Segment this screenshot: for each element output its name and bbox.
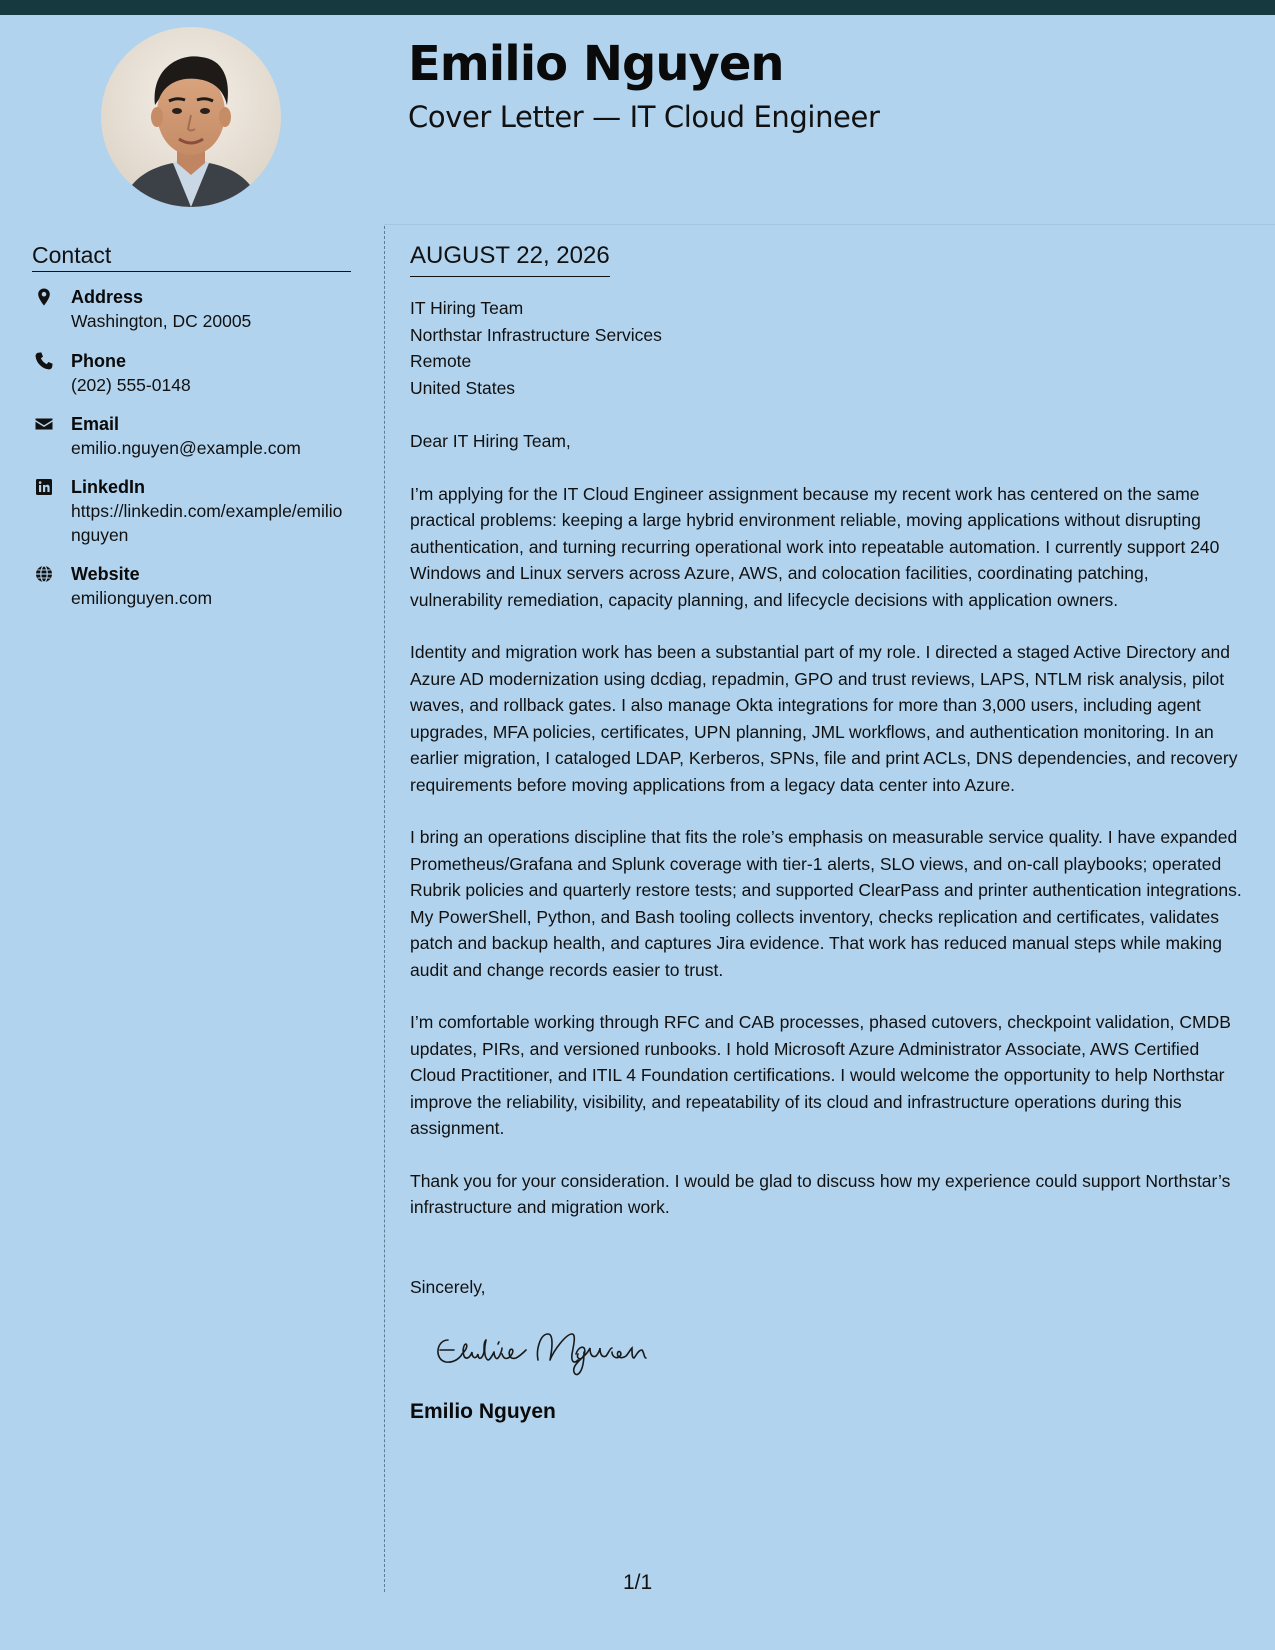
document-subtitle: Cover Letter — IT Cloud Engineer [408, 100, 880, 134]
map-pin-icon [34, 287, 54, 307]
contact-heading: Contact [32, 240, 351, 272]
closing: Sincerely, [410, 1276, 486, 1297]
salutation: Dear IT Hiring Team, [410, 431, 571, 451]
body-paragraph: Identity and migration work has been a substantial part of my role. I directed a staged Active Directory and Azure AD modernization using dcdiag, repadmin, GPO and trust reviews, LAPS, NTLM risk analysis, pilot waves, and rollback gates. I also manage Okta integrations for more than 3,000 users, including agent upgrades, MFA policies, certificates, UPN planning, JML workflows, and authentication monitoring. In an earlier migration, I cataloged LDAP, Kerberos, SPNs, file and print ACLs, DNS dependencies, and recovery requirements before moving applications from a legacy data center into Azure. [410, 642, 1238, 795]
contact-label: Address [71, 287, 144, 307]
letter-body [410, 240, 1245, 1426]
recipient-line: United States [410, 377, 516, 398]
page-number: 1/1 [623, 1571, 653, 1594]
contact-value: emilionguyen.com [71, 588, 213, 608]
column-divider [384, 226, 385, 1592]
contact-label: Email [71, 414, 120, 434]
contact-value: Washington, DC 20005 [71, 311, 252, 331]
contact-label: LinkedIn [71, 477, 146, 497]
signer-name: Emilio Nguyen [410, 1400, 556, 1423]
contact-value: (202) 555-0148 [71, 375, 191, 395]
body-paragraph: I’m applying for the IT Cloud Engineer assignment because my recent work has centered on the same practical problems: keeping a large hybrid environment reliable, moving applications without disrupting authentication, and turning recurring operational work into repeatable automation. I currently support 240 Windows and Linux servers across Azure, AWS, and colocation facilities, coordinating patching, vulnerability remediation, capacity planning, and lifecycle decisions with application owners. [410, 483, 1220, 610]
recipient-line: Remote [410, 351, 472, 371]
contact-value: emilio.nguyen@example.com [71, 438, 301, 458]
envelope-icon [34, 414, 54, 434]
contact-address [32, 285, 351, 333]
contact-email [32, 412, 351, 460]
contact-phone [32, 349, 351, 397]
body-paragraph: Thank you for your consideration. I would be glad to discuss how my experience could support Northstar’s infrastructure and migration work. [410, 1170, 1231, 1217]
phone-icon [34, 351, 54, 371]
contact-linkedin [32, 475, 351, 547]
body-paragraph: I bring an operations discipline that fits the role’s emphasis on measurable service quality. I have expanded Prometheus/Grafana and Splunk coverage with tier-1 alerts, SLO views, and on-call playbooks; operated Rubrik policies and quarterly restore tests; and supported ClearPass and printer authentication integrations. My PowerShell, Python, and Bash tooling collects inventory, checks replication and certificates, validates patch and backup health, and captures Jira evidence. That work has reduced manual steps while making audit and change records easier to trust. [410, 827, 1242, 980]
contact-value: https://linkedin.com/example/emilionguyen [71, 501, 343, 545]
linkedin-icon [34, 477, 54, 497]
letter-date: AUGUST 22, 2026 [410, 240, 610, 277]
contact-label: Website [71, 564, 140, 584]
contact-sidebar [32, 240, 351, 610]
recipient-line: IT Hiring Team [410, 298, 524, 318]
contact-website [32, 562, 351, 610]
recipient-line: Northstar Infrastructure Services [410, 324, 662, 345]
header-divider [384, 224, 1275, 225]
contact-label: Phone [71, 351, 127, 371]
body-paragraph: I’m comfortable working through RFC and CAB processes, phased cutovers, checkpoint validation, CMDB updates, PIRs, and versioned runbooks. I hold Microsoft Azure Administrator Associate, AWS Certified Cloud Practitioner, and ITIL 4 Foundation certifications. I would welcome the opportunity to help Northstar improve the reliability, visibility, and repeatability of its cloud and infrastructure operations during this assignment. [410, 1012, 1231, 1138]
globe-icon [34, 564, 54, 584]
recipient-address [410, 295, 1245, 401]
top-bar [0, 0, 1275, 15]
profile-photo [101, 27, 281, 207]
applicant-name: Emilio Nguyen [408, 36, 784, 92]
handwritten-signature [426, 1320, 1245, 1380]
